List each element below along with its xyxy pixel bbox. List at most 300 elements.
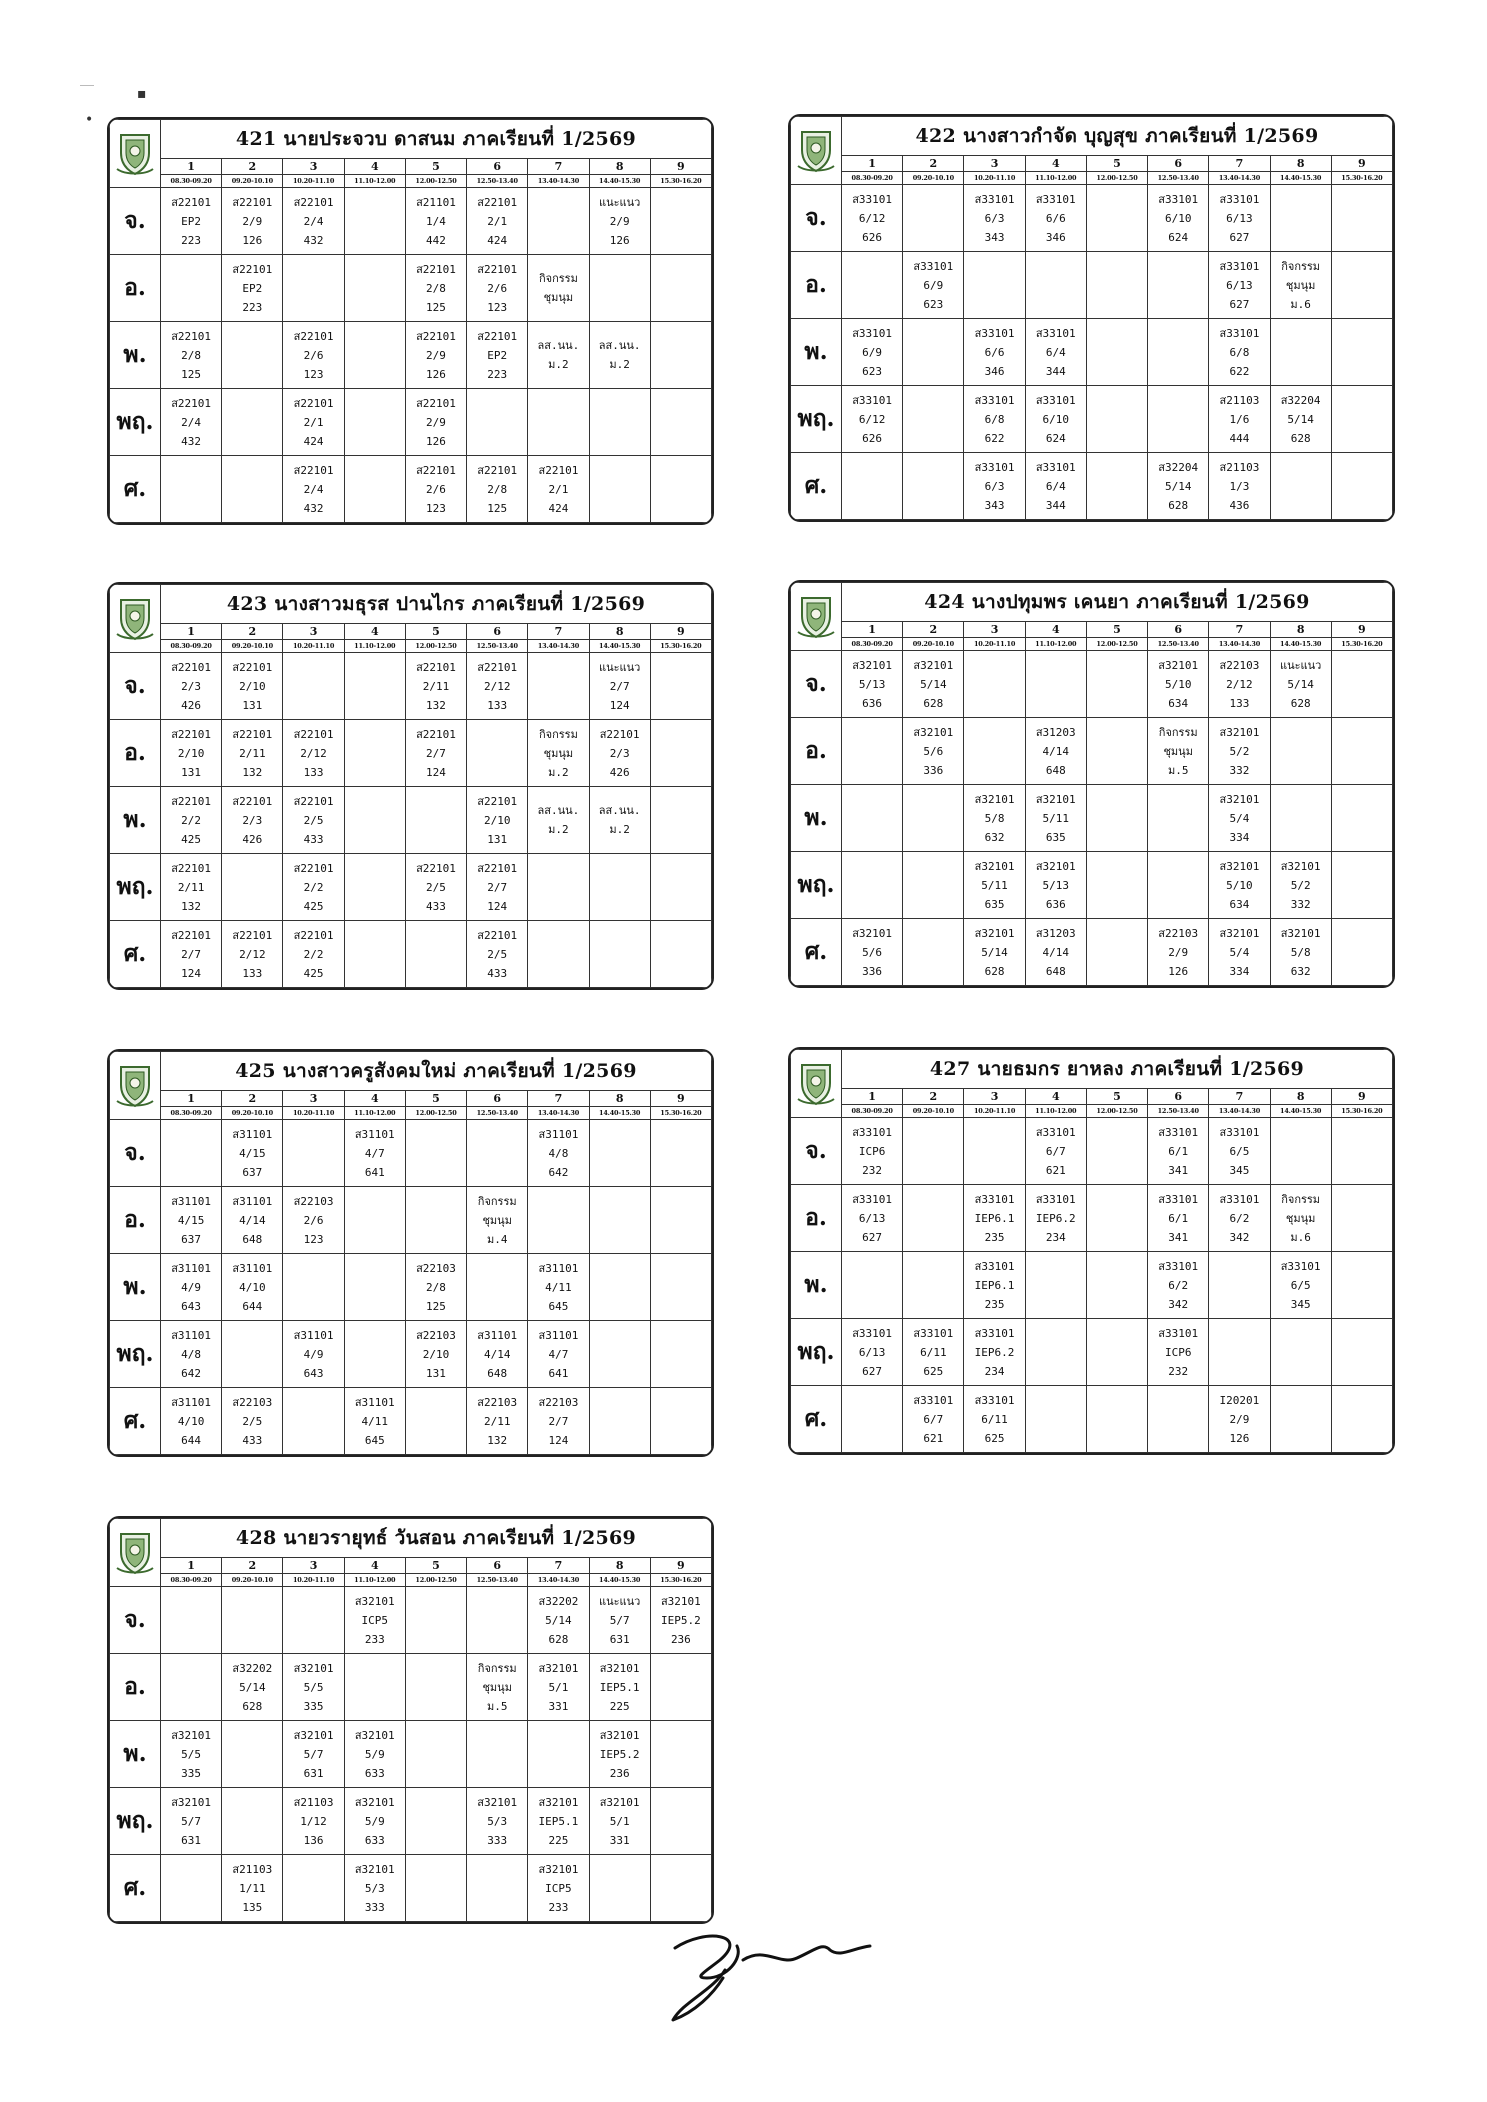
period-number: 2 bbox=[222, 1558, 283, 1574]
slot-line: 2/11 bbox=[422, 679, 450, 693]
period-time: 11.10-12.00 bbox=[344, 175, 405, 188]
slot-line: 343 bbox=[984, 498, 1005, 512]
schedule-slot bbox=[650, 1187, 711, 1254]
period-time: 09.20-10.10 bbox=[903, 1105, 964, 1118]
slot-line: ส32101 bbox=[1219, 792, 1260, 806]
slot-line: 644 bbox=[181, 1433, 202, 1447]
slot-line: 232 bbox=[862, 1163, 883, 1177]
period-time: 15.30-16.20 bbox=[650, 1574, 711, 1587]
schedule-slot bbox=[161, 720, 222, 787]
slot-line: 628 bbox=[242, 1699, 263, 1713]
slot-line: 2/11 bbox=[483, 1414, 511, 1428]
slot-line: ส33101 bbox=[1158, 1192, 1199, 1206]
slot-line: 2/2 bbox=[303, 947, 324, 961]
period-time: 14.40-15.30 bbox=[589, 1574, 650, 1587]
schedule-slot bbox=[842, 1319, 903, 1386]
slot-line: 124 bbox=[487, 899, 508, 913]
period-time: 08.30-09.20 bbox=[842, 638, 903, 651]
slot-line: 628 bbox=[984, 964, 1005, 978]
period-time: 08.30-09.20 bbox=[161, 1107, 222, 1120]
slot-line: ส31101 bbox=[171, 1395, 212, 1409]
period-time: 12.00-12.50 bbox=[405, 640, 466, 653]
period-number: 6 bbox=[1148, 622, 1209, 638]
slot-line: 432 bbox=[181, 434, 202, 448]
slot-line: ส31101 bbox=[232, 1127, 273, 1141]
period-number: 8 bbox=[1270, 156, 1331, 172]
schedule-slot bbox=[344, 1120, 405, 1187]
slot-line: ส33101 bbox=[1219, 259, 1260, 273]
schedule-slot bbox=[1270, 718, 1331, 785]
slot-line: 6/10 bbox=[1042, 412, 1070, 426]
slot-line: 645 bbox=[548, 1299, 569, 1313]
schedule-slot bbox=[405, 1187, 466, 1254]
slot-line: 133 bbox=[303, 765, 324, 779]
slot-line: ส31203 bbox=[1035, 926, 1076, 940]
slot-line: ส32202 bbox=[232, 1661, 273, 1675]
period-number: 7 bbox=[528, 1558, 589, 1574]
schedule-slot bbox=[903, 252, 964, 319]
day-label: จ. bbox=[110, 653, 161, 720]
slot-line: 6/1 bbox=[1168, 1211, 1189, 1225]
slot-line: ส32101 bbox=[538, 1862, 579, 1876]
day-label: ศ. bbox=[791, 1386, 842, 1453]
slot-line: ส22101 bbox=[477, 262, 518, 276]
slot-line: 5/4 bbox=[1229, 811, 1250, 825]
slot-line: ส32101 bbox=[293, 1728, 334, 1742]
day-label: จ. bbox=[110, 1587, 161, 1654]
period-number: 6 bbox=[1148, 1089, 1209, 1105]
slot-line: ส22101 bbox=[232, 727, 273, 741]
schedule-slot bbox=[467, 456, 528, 523]
logo-cell bbox=[791, 117, 842, 185]
period-time: 15.30-16.20 bbox=[1331, 172, 1392, 185]
period-number: 7 bbox=[1209, 622, 1270, 638]
slot-line: 125 bbox=[487, 501, 508, 515]
slot-line: แนะแนว bbox=[1279, 658, 1322, 672]
timetable-card bbox=[107, 1516, 714, 1924]
slot-line: 426 bbox=[609, 765, 630, 779]
slot-line: 2/1 bbox=[487, 214, 508, 228]
slot-line: 6/2 bbox=[1168, 1278, 1189, 1292]
schedule-slot bbox=[1025, 651, 1086, 718]
schedule-slot bbox=[842, 319, 903, 386]
period-time: 10.20-11.10 bbox=[964, 638, 1025, 651]
period-number: 3 bbox=[283, 1091, 344, 1107]
schedule-slot bbox=[1209, 1319, 1270, 1386]
schedule-slot bbox=[1270, 1252, 1331, 1319]
slot-line: 2/6 bbox=[487, 281, 508, 295]
schedule-slot bbox=[528, 787, 589, 854]
slot-line: 628 bbox=[1290, 696, 1311, 710]
slot-line: 627 bbox=[862, 1364, 883, 1378]
slot-line: ส32101 bbox=[974, 792, 1015, 806]
slot-line: ส33101 bbox=[852, 192, 893, 206]
period-time: 10.20-11.10 bbox=[283, 1107, 344, 1120]
slot-line: 5/10 bbox=[1164, 677, 1192, 691]
slot-line: ม.6 bbox=[1290, 297, 1311, 311]
schedule-slot bbox=[405, 1587, 466, 1654]
period-number: 8 bbox=[589, 624, 650, 640]
slot-line: ส32101 bbox=[913, 725, 954, 739]
slot-line: 631 bbox=[609, 1632, 630, 1646]
schedule-slot bbox=[589, 389, 650, 456]
slot-line: ส33101 bbox=[1035, 393, 1076, 407]
slot-line: 132 bbox=[242, 765, 263, 779]
period-number: 4 bbox=[344, 1558, 405, 1574]
schedule-slot bbox=[467, 1187, 528, 1254]
schedule-slot bbox=[528, 1254, 589, 1321]
slot-line: ส32101 bbox=[974, 926, 1015, 940]
schedule-slot bbox=[222, 1855, 283, 1922]
slot-line: ส31101 bbox=[171, 1328, 212, 1342]
slot-line: IEP6.2 bbox=[974, 1345, 1015, 1359]
period-time: 12.50-13.40 bbox=[467, 175, 528, 188]
schedule-slot bbox=[222, 854, 283, 921]
slot-line: 2/5 bbox=[303, 813, 324, 827]
slot-line: 648 bbox=[242, 1232, 263, 1246]
slot-line: ส32101 bbox=[974, 859, 1015, 873]
slot-line: 133 bbox=[242, 966, 263, 980]
schedule-slot bbox=[1270, 1185, 1331, 1252]
schedule-slot bbox=[528, 1187, 589, 1254]
slot-line: 6/6 bbox=[1045, 211, 1066, 225]
period-number: 5 bbox=[405, 624, 466, 640]
slot-line: ส22101 bbox=[416, 660, 456, 674]
schedule-slot bbox=[222, 1321, 283, 1388]
slot-line: 225 bbox=[548, 1833, 569, 1847]
slot-line: 5/6 bbox=[923, 744, 944, 758]
slot-line: ส22101 bbox=[171, 928, 212, 942]
slot-line: 4/11 bbox=[361, 1414, 389, 1428]
schedule-slot bbox=[1025, 852, 1086, 919]
period-time: 15.30-16.20 bbox=[1331, 638, 1392, 651]
slot-line: 6/12 bbox=[858, 412, 886, 426]
period-time: 12.50-13.40 bbox=[1148, 638, 1209, 651]
slot-line: ลส.นน. bbox=[598, 339, 641, 352]
schedule-slot bbox=[589, 1587, 650, 1654]
schedule-slot bbox=[842, 718, 903, 785]
slot-line: 345 bbox=[1290, 1297, 1311, 1311]
slot-line: 5/4 bbox=[1229, 945, 1250, 959]
schedule-slot bbox=[1086, 651, 1147, 718]
schedule-slot bbox=[161, 1254, 222, 1321]
slot-line: ส33101 bbox=[1035, 1192, 1076, 1206]
slot-line: 634 bbox=[1168, 696, 1189, 710]
period-number: 5 bbox=[1086, 622, 1147, 638]
slot-line: ส32101 bbox=[538, 1661, 579, 1675]
slot-line: 641 bbox=[548, 1366, 569, 1380]
slot-line: 627 bbox=[1229, 230, 1250, 244]
schedule-slot bbox=[650, 1855, 711, 1922]
slot-line: IEP5.1 bbox=[538, 1814, 579, 1828]
logo-cell bbox=[110, 1052, 161, 1120]
schedule-slot bbox=[1209, 453, 1270, 520]
schedule-slot bbox=[589, 1388, 650, 1455]
schedule-slot bbox=[344, 1321, 405, 1388]
slot-line: 6/11 bbox=[920, 1345, 947, 1359]
slot-line: กิจกรรม bbox=[1281, 1192, 1321, 1206]
schedule-slot bbox=[1270, 252, 1331, 319]
day-label: ศ. bbox=[791, 919, 842, 986]
schedule-slot bbox=[964, 453, 1025, 520]
slot-line: 223 bbox=[242, 300, 263, 314]
school-crest-icon bbox=[796, 128, 836, 174]
slot-line: 2/7 bbox=[609, 679, 630, 693]
slot-line: ส22103 bbox=[1158, 926, 1199, 940]
scan-mark-dot: • bbox=[85, 112, 94, 128]
schedule-slot bbox=[1209, 651, 1270, 718]
slot-line: ส22101 bbox=[416, 727, 456, 741]
period-number: 4 bbox=[1025, 1089, 1086, 1105]
slot-line: 2/8 bbox=[487, 482, 508, 496]
slot-line: ม.6 bbox=[1290, 1230, 1311, 1244]
slot-line: ส22101 bbox=[232, 928, 273, 942]
slot-line: 233 bbox=[548, 1900, 569, 1914]
schedule-slot bbox=[528, 255, 589, 322]
slot-line: 2/10 bbox=[239, 679, 266, 693]
schedule-slot bbox=[903, 718, 964, 785]
period-number: 2 bbox=[903, 156, 964, 172]
slot-line: 628 bbox=[923, 696, 944, 710]
slot-line: 424 bbox=[548, 501, 569, 515]
slot-line: แนะแนว bbox=[598, 1594, 641, 1608]
schedule-slot bbox=[161, 653, 222, 720]
slot-line: 623 bbox=[923, 297, 944, 311]
schedule-slot bbox=[589, 456, 650, 523]
slot-line: ส33101 bbox=[1158, 1326, 1199, 1340]
slot-line: 123 bbox=[303, 367, 324, 381]
slot-line: 233 bbox=[364, 1632, 385, 1646]
slot-line: 131 bbox=[242, 698, 263, 712]
period-time: 12.50-13.40 bbox=[467, 1107, 528, 1120]
schedule-slot bbox=[344, 1654, 405, 1721]
slot-line: 6/13 bbox=[1226, 211, 1253, 225]
schedule-slot bbox=[650, 921, 711, 988]
slot-line: 2/9 bbox=[426, 415, 446, 429]
slot-line: IEP6.1 bbox=[974, 1278, 1015, 1292]
schedule-slot bbox=[283, 322, 344, 389]
schedule-slot bbox=[467, 1254, 528, 1321]
schedule-slot bbox=[344, 921, 405, 988]
period-time: 12.50-13.40 bbox=[467, 640, 528, 653]
slot-line: 2/6 bbox=[426, 482, 446, 496]
slot-line: ส31101 bbox=[538, 1328, 579, 1342]
slot-line: 6/7 bbox=[1045, 1144, 1066, 1158]
period-time: 10.20-11.10 bbox=[964, 172, 1025, 185]
schedule-slot bbox=[405, 389, 466, 456]
slot-line: 433 bbox=[242, 1433, 263, 1447]
slot-line: 4/8 bbox=[548, 1146, 569, 1160]
schedule-slot bbox=[222, 720, 283, 787]
slot-line: 641 bbox=[364, 1165, 385, 1179]
slot-line: 336 bbox=[862, 964, 883, 978]
slot-line: 5/14 bbox=[1287, 412, 1314, 426]
day-label: ศ. bbox=[110, 456, 161, 523]
slot-line: 124 bbox=[181, 966, 202, 980]
slot-line: 342 bbox=[1229, 1230, 1250, 1244]
schedule-slot bbox=[1331, 252, 1392, 319]
schedule-slot bbox=[405, 1855, 466, 1922]
period-time: 08.30-09.20 bbox=[161, 640, 222, 653]
slot-line: ส33101 bbox=[852, 1125, 893, 1139]
slot-line: กิจกรรม bbox=[539, 727, 578, 741]
schedule-slot bbox=[589, 1721, 650, 1788]
slot-line: 4/14 bbox=[483, 1347, 511, 1361]
schedule-slot bbox=[528, 188, 589, 255]
slot-line: ส32204 bbox=[1280, 393, 1321, 407]
schedule-slot bbox=[1209, 1252, 1270, 1319]
slot-line: ม.2 bbox=[609, 358, 630, 371]
logo-cell bbox=[110, 120, 161, 188]
period-number: 9 bbox=[1331, 622, 1392, 638]
day-label: พ. bbox=[110, 1721, 161, 1788]
slot-line: ส32101 bbox=[1219, 859, 1260, 873]
schedule-slot bbox=[964, 386, 1025, 453]
slot-line: 5/9 bbox=[364, 1747, 385, 1761]
slot-line: แนะแนว bbox=[598, 195, 641, 209]
schedule-slot bbox=[650, 854, 711, 921]
slot-line: ส22101 bbox=[477, 329, 518, 343]
slot-line: ส32101 bbox=[354, 1594, 395, 1608]
slot-line: 345 bbox=[1229, 1163, 1250, 1177]
slot-line: 341 bbox=[1168, 1230, 1189, 1244]
schedule-slot bbox=[1086, 1118, 1147, 1185]
schedule-slot bbox=[222, 1388, 283, 1455]
slot-line: 626 bbox=[862, 431, 883, 445]
slot-line: 637 bbox=[181, 1232, 202, 1246]
slot-line: 6/13 bbox=[858, 1345, 886, 1359]
slot-line: 5/14 bbox=[1287, 677, 1314, 691]
slot-line: ICP6 bbox=[1164, 1345, 1192, 1359]
slot-line: 637 bbox=[242, 1165, 263, 1179]
slot-line: EP2 bbox=[242, 281, 263, 295]
slot-line: ม.5 bbox=[486, 1699, 508, 1713]
period-time: 15.30-16.20 bbox=[650, 640, 711, 653]
slot-line: ส22101 bbox=[171, 660, 212, 674]
schedule-slot bbox=[344, 787, 405, 854]
period-number: 8 bbox=[1270, 1089, 1331, 1105]
period-number: 4 bbox=[344, 624, 405, 640]
schedule-slot bbox=[1148, 785, 1209, 852]
schedule-slot bbox=[1209, 1386, 1270, 1453]
schedule-slot bbox=[405, 456, 466, 523]
slot-line: 2/5 bbox=[242, 1414, 263, 1428]
schedule-slot bbox=[344, 1254, 405, 1321]
schedule-slot bbox=[903, 1252, 964, 1319]
period-number: 7 bbox=[528, 1091, 589, 1107]
period-number: 2 bbox=[903, 1089, 964, 1105]
school-crest-icon bbox=[115, 1530, 155, 1576]
slot-line: 6/8 bbox=[984, 412, 1005, 426]
period-number: 2 bbox=[903, 622, 964, 638]
slot-line: ส21103 bbox=[1219, 393, 1260, 407]
period-number: 1 bbox=[161, 159, 222, 175]
schedule-slot bbox=[528, 456, 589, 523]
slot-line: ส33101 bbox=[1219, 1125, 1260, 1139]
schedule-slot bbox=[467, 1788, 528, 1855]
slot-line: 628 bbox=[1168, 498, 1189, 512]
slot-line: ส32101 bbox=[538, 1795, 579, 1809]
period-number: 5 bbox=[405, 1091, 466, 1107]
slot-line: 124 bbox=[426, 765, 446, 779]
day-label: อ. bbox=[110, 1654, 161, 1721]
timetable-card bbox=[788, 1047, 1395, 1455]
slot-line: 642 bbox=[181, 1366, 202, 1380]
slot-line: 5/14 bbox=[1164, 479, 1192, 493]
schedule-slot bbox=[1086, 1386, 1147, 1453]
schedule-slot bbox=[964, 185, 1025, 252]
slot-line: 133 bbox=[1229, 696, 1250, 710]
slot-line: 6/4 bbox=[1045, 479, 1066, 493]
slot-line: 4/9 bbox=[181, 1280, 202, 1294]
schedule-slot bbox=[283, 456, 344, 523]
period-time: 09.20-10.10 bbox=[222, 640, 283, 653]
slot-line: ส32101 bbox=[171, 1795, 212, 1809]
schedule-slot bbox=[222, 653, 283, 720]
period-number: 9 bbox=[1331, 1089, 1392, 1105]
slot-line: ส22101 bbox=[416, 329, 456, 343]
slot-line: 5/14 bbox=[920, 677, 947, 691]
slot-line: 126 bbox=[1229, 1431, 1250, 1445]
card-title: 423 นางสาวมธุรส ปานไกร ภาคเรียนที่ 1/2569 bbox=[161, 585, 712, 624]
slot-line: ส22101 bbox=[416, 396, 456, 410]
schedule-slot bbox=[1148, 185, 1209, 252]
slot-line: 2/5 bbox=[426, 880, 446, 894]
slot-line: 2/8 bbox=[426, 1280, 446, 1294]
schedule-slot bbox=[589, 1187, 650, 1254]
slot-line: ส32202 bbox=[538, 1594, 579, 1608]
card-title: 421 นายประจวบ ดาสนม ภาคเรียนที่ 1/2569 bbox=[161, 120, 712, 159]
slot-line: 5/7 bbox=[303, 1747, 324, 1761]
slot-line: 4/10 bbox=[239, 1280, 266, 1294]
slot-line: 5/14 bbox=[981, 945, 1008, 959]
period-number: 6 bbox=[467, 1091, 528, 1107]
schedule-slot bbox=[405, 1321, 466, 1388]
slot-line: 5/3 bbox=[487, 1814, 508, 1828]
slot-line: 4/14 bbox=[1042, 744, 1070, 758]
period-time: 13.40-14.30 bbox=[1209, 638, 1270, 651]
schedule-slot bbox=[161, 854, 222, 921]
slot-line: ส22101 bbox=[477, 928, 518, 942]
school-crest-icon bbox=[115, 596, 155, 642]
slot-line: 125 bbox=[426, 1299, 446, 1313]
period-number: 4 bbox=[1025, 156, 1086, 172]
schedule-slot bbox=[964, 252, 1025, 319]
schedule-slot bbox=[1025, 1252, 1086, 1319]
schedule-slot bbox=[650, 456, 711, 523]
period-time: 11.10-12.00 bbox=[344, 1574, 405, 1587]
slot-line: ม.2 bbox=[609, 823, 630, 836]
slot-line: 132 bbox=[181, 899, 202, 913]
slot-line: 6/9 bbox=[862, 345, 883, 359]
slot-line: 126 bbox=[609, 233, 630, 247]
slot-line: IEP6.1 bbox=[974, 1211, 1015, 1225]
slot-line: 634 bbox=[1229, 897, 1250, 911]
day-label: ศ. bbox=[110, 921, 161, 988]
slot-line: 131 bbox=[181, 765, 202, 779]
slot-line: ส33101 bbox=[1035, 192, 1076, 206]
schedule-slot bbox=[161, 1788, 222, 1855]
day-label: จ. bbox=[791, 185, 842, 252]
slot-line: ICP5 bbox=[361, 1613, 389, 1627]
slot-line: ส33101 bbox=[1158, 1125, 1199, 1139]
slot-line: 648 bbox=[1045, 763, 1066, 777]
schedule-slot bbox=[589, 653, 650, 720]
logo-cell bbox=[791, 1050, 842, 1118]
slot-line: 125 bbox=[181, 367, 202, 381]
schedule-slot bbox=[650, 1254, 711, 1321]
slot-line: 346 bbox=[1045, 230, 1066, 244]
